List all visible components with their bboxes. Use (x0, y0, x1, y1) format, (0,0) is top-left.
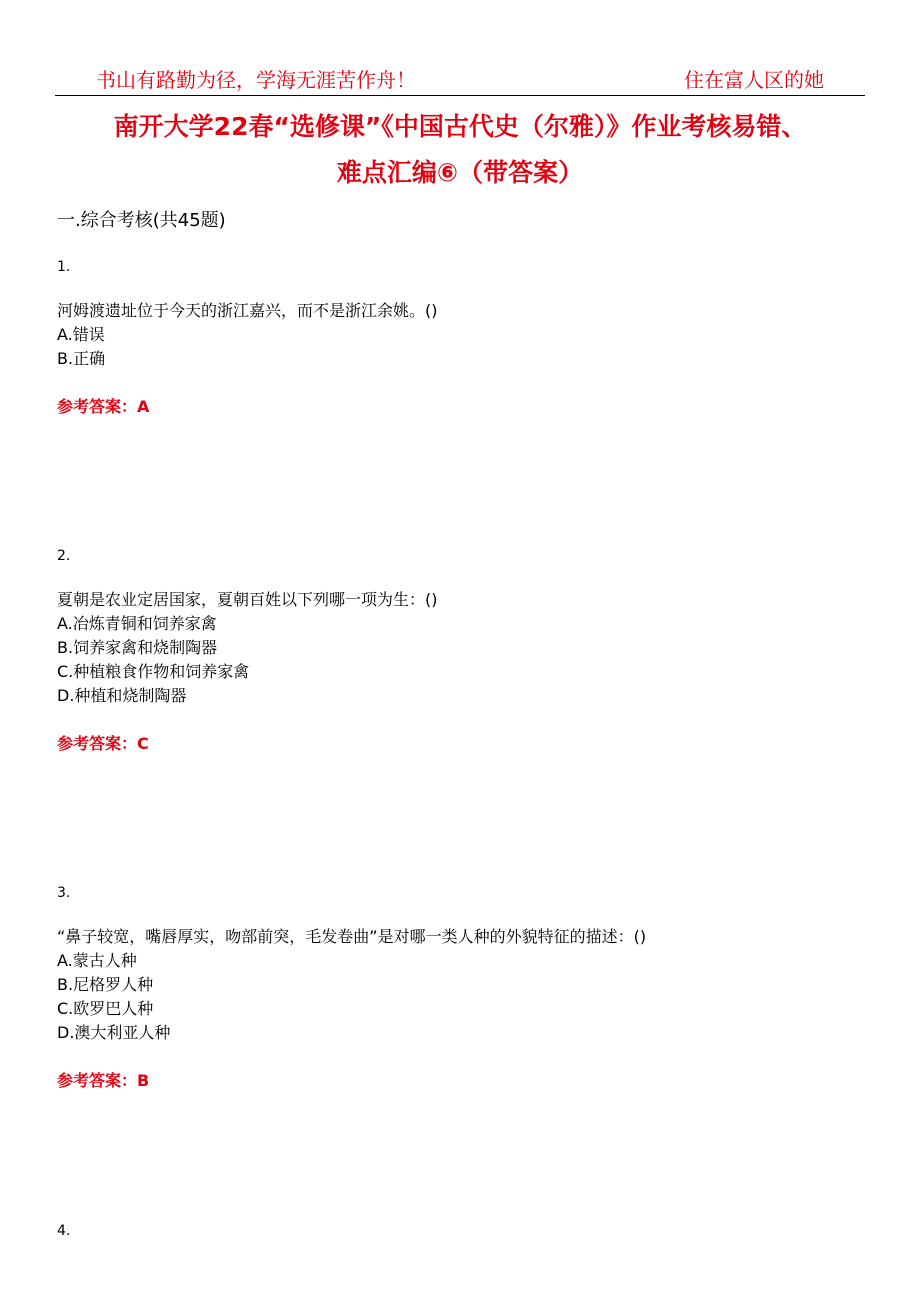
header-motto: 书山有路勤为径，学海无涯苦作舟！ (96, 68, 416, 92)
question-2 (57, 544, 857, 756)
option-c: C.欧罗巴人种 (57, 999, 154, 1018)
question-number: 2. (57, 548, 71, 564)
option-c: C.种植粮食作物和饲养家禽 (57, 662, 250, 681)
document-title (40, 104, 880, 196)
question-1 (57, 255, 857, 419)
option-a: A.错误 (57, 325, 105, 344)
option-a: A.冶炼青铜和饲养家禽 (57, 614, 217, 633)
option-a: A.蒙古人种 (57, 951, 137, 970)
question-4 (57, 1219, 857, 1243)
option-d: D.种植和烧制陶器 (57, 686, 187, 705)
document-title-line-1: 南开大学22春“选修课”《中国古代史（尔雅）》作业考核易错、 (113, 112, 807, 141)
option-d: D.澳大利亚人种 (57, 1023, 171, 1042)
question-number: 1. (57, 259, 71, 275)
question-text: “鼻子较宽，嘴唇厚实，吻部前突，毛发卷曲”是对哪一类人种的外貌特征的描述：() (57, 927, 647, 946)
section-heading: 一.综合考核(共45题) (57, 210, 226, 231)
option-b: B.尼格罗人种 (57, 975, 154, 994)
header-author: 住在富人区的她 (684, 68, 824, 92)
question-text: 夏朝是农业定居国家，夏朝百姓以下列哪一项为生：() (57, 590, 438, 609)
question-number: 3. (57, 885, 71, 901)
document-title-line-2: 难点汇编⑥（带答案） (336, 158, 584, 187)
answer-key: 参考答案：C (57, 734, 149, 753)
question-3 (57, 881, 857, 1093)
option-b: B.饲养家禽和烧制陶器 (57, 638, 218, 657)
question-number: 4. (57, 1223, 71, 1239)
header-divider (55, 95, 865, 96)
option-b: B.正确 (57, 349, 106, 368)
question-text: 河姆渡遗址位于今天的浙江嘉兴，而不是浙江余姚。() (57, 301, 438, 320)
answer-key: 参考答案：A (57, 397, 150, 416)
answer-key: 参考答案：B (57, 1071, 150, 1090)
